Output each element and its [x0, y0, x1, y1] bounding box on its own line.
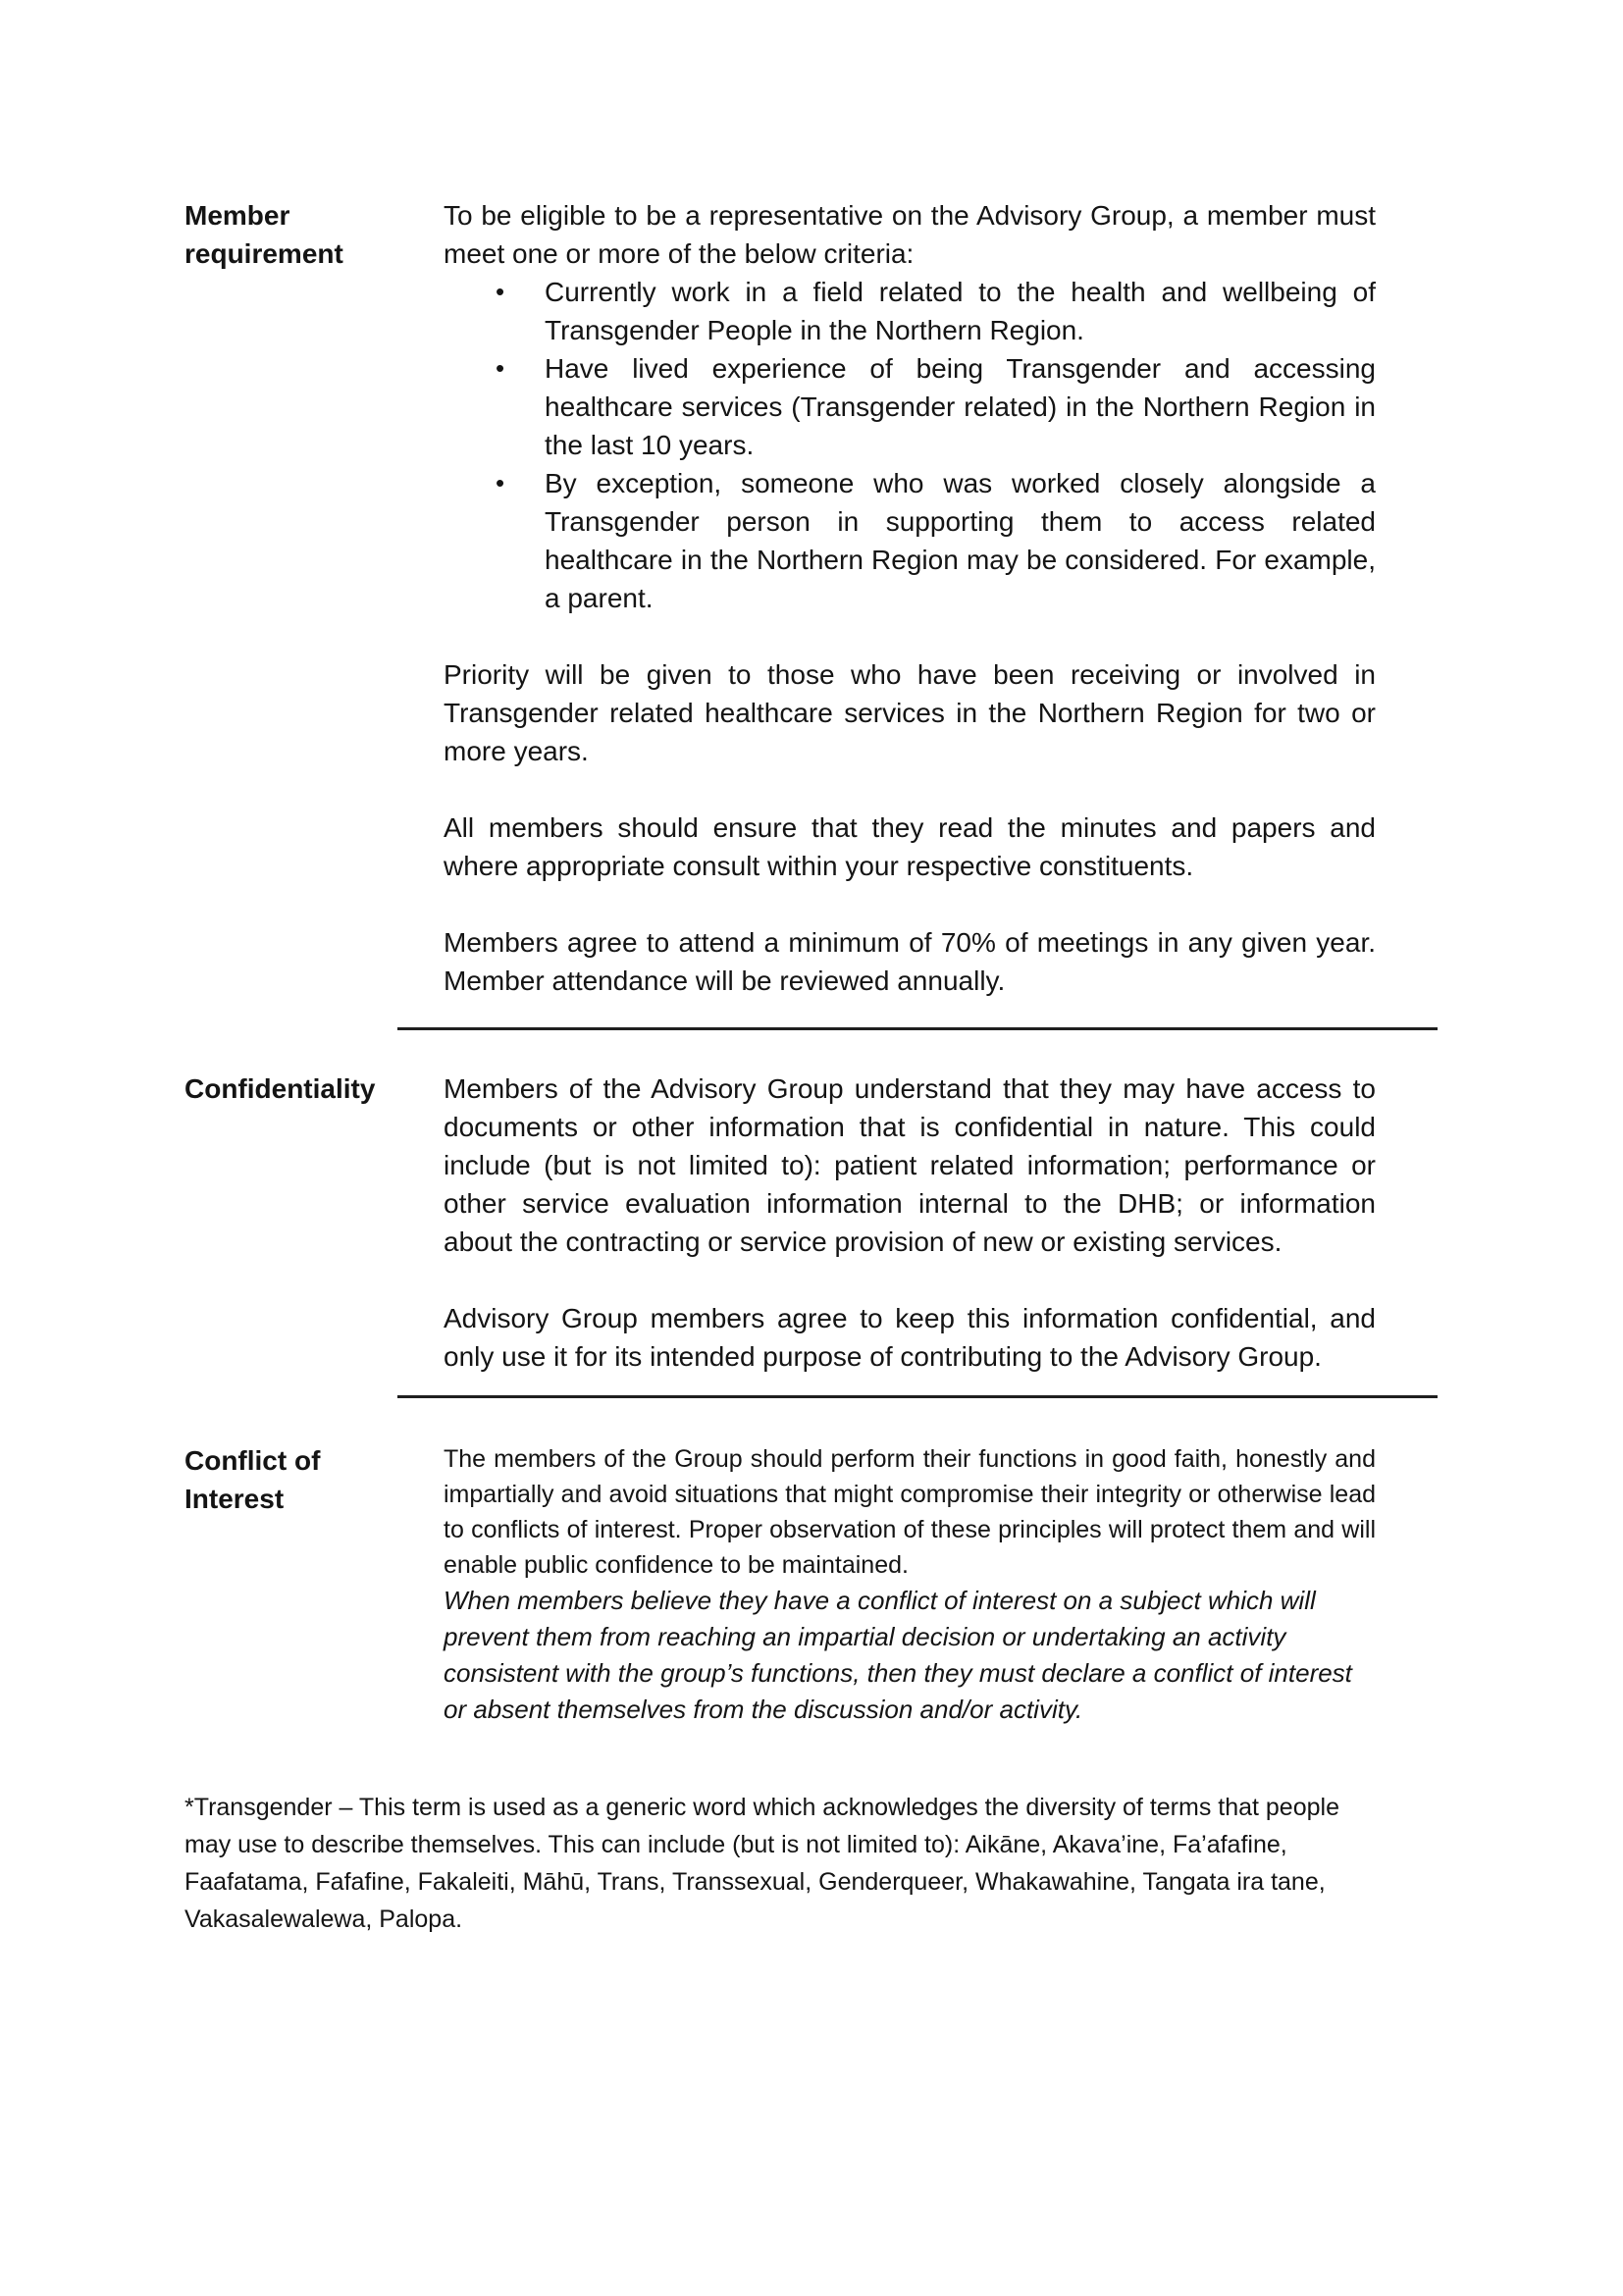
section-conflict-of-interest: [184, 1441, 1623, 1728]
bullet-text: By exception, someone who was worked closely alongside a Transgender person in supporting them to access related healthcare in the Northern Region may be considered. For example, a parent.: [545, 468, 1376, 613]
section-label-conflict-of-interest: Conflict of Interest: [184, 1445, 321, 1514]
conflict-italic-paragraph: When members believe they have a conflict of interest on a subject which will prevent them from reaching an impartial decision or undertaking an activity consistent with the group’s functions, then they must declare a conflict of interest or absent themselves from the discussion and/or activity.: [444, 1586, 1352, 1724]
section-body-conflict-of-interest: [444, 1441, 1376, 1728]
intro-paragraph: To be eligible to be a representative on the Advisory Group, a member must meet one or more of the below criteria:: [444, 200, 1376, 269]
bullet-icon: •: [496, 468, 505, 497]
bullet-icon: •: [496, 277, 505, 306]
section-body-confidentiality: [444, 1070, 1376, 1376]
section-divider: [397, 1027, 1438, 1030]
section-body-member-requirement: [444, 196, 1376, 1000]
section-confidentiality: [184, 1070, 1623, 1376]
section-divider: [397, 1395, 1438, 1398]
conflict-paragraph: The members of the Group should perform their functions in good faith, honestly and impartially and avoid situations that might compromise their integrity or otherwise lead to conflicts of interest. Proper observation of these principles will protect them and will enable public confidence to be maintained.: [444, 1445, 1376, 1579]
bullet-item: [444, 273, 1376, 349]
minutes-paragraph: All members should ensure that they read the minutes and papers and where appropriate consult within your respective constituents.: [444, 812, 1376, 881]
confidentiality-agreement-paragraph: Advisory Group members agree to keep this information confidential, and only use it for its intended purpose of contributing to the Advisory Group.: [444, 1303, 1376, 1372]
bullet-item: [444, 349, 1376, 464]
section-label-confidentiality: Confidentiality: [184, 1073, 376, 1104]
section-member-requirement: [184, 196, 1623, 1000]
bullet-text: Currently work in a field related to the health and wellbeing of Transgender People in the Northern Region.: [545, 277, 1376, 345]
bullet-text: Have lived experience of being Transgender and accessing healthcare services (Transgender related) in the Northern Region in the last 10 years.: [545, 353, 1376, 460]
section-label-member-requirement: Member requirement: [184, 200, 343, 269]
bullet-item: [444, 464, 1376, 617]
confidentiality-paragraph: Members of the Advisory Group understand that they may have access to documents or other information that is confidential in nature. This could include (but is not limited to): patient related information; performance or other service evaluation information internal to the DHB; or information about the contracting or service provision of new or existing services.: [444, 1073, 1376, 1257]
transgender-term-footnote: *Transgender – This term is used as a generic word which acknowledges the diversity of terms that people may use to describe themselves. This can include (but is not limited to): Aikāne, Akava’ine, Fa’afafine, Faafatama, Fafafine, Fakaleiti, Māhū, Trans, Transsexual, Genderqueer, Whakawahine, Tangata ira tane, Vakasalewalewa, Palopa.: [184, 1794, 1339, 1933]
priority-paragraph: Priority will be given to those who have been receiving or involved in Transgender related healthcare services in the Northern Region for two or more years.: [444, 659, 1376, 766]
attendance-paragraph: Members agree to attend a minimum of 70% of meetings in any given year. Member attendance will be reviewed annually.: [444, 927, 1376, 996]
bullet-icon: •: [496, 353, 505, 383]
criteria-bullet-list: [444, 273, 1376, 617]
